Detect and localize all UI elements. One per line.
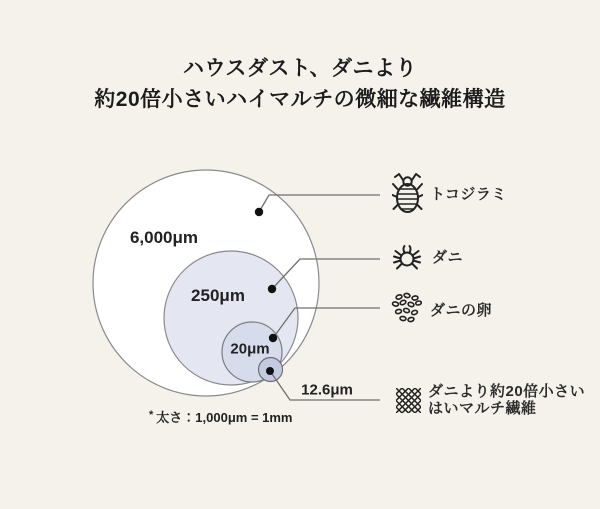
legend-label-fiber (428, 383, 585, 417)
mite-icon (393, 244, 421, 270)
legend-item-bedbug (392, 171, 507, 215)
marker-dot-mite (268, 285, 276, 293)
legend-label-mite-eggs: ダニの卵 (430, 301, 493, 319)
legend-label-bedbug: トコジラミ (430, 185, 507, 203)
circle-label-12-6um: 12.6μm (301, 381, 353, 399)
woven-fiber-icon (396, 388, 421, 413)
legend-item-fiber (396, 383, 585, 417)
legend-label-fiber-line1: ダニより約20倍小さい (428, 383, 586, 400)
marker-dot-fiber (266, 367, 274, 375)
circle-label-20um: 20μm (230, 340, 270, 358)
scale-note-text: 太さ：1,000μm = 1mm (156, 410, 293, 425)
circle-label-6000um: 6,000μm (129, 228, 199, 247)
title-line-2: 約20倍小さいハイマルチの微細な繊維構造 (94, 88, 506, 111)
legend-item-mite-eggs (391, 291, 492, 327)
scale-note (149, 407, 293, 426)
legend-label-mite: ダニ (432, 249, 464, 266)
circle-label-250um: 250μm (191, 286, 245, 305)
scale-note-asterisk: * (149, 409, 154, 421)
marker-dot-bedbug (255, 208, 263, 216)
legend-label-fiber-line2: はいマルチ繊維 (428, 400, 537, 417)
legend-item-mite (393, 243, 463, 270)
title-line-1: ハウスダスト、ダニより (183, 57, 417, 80)
mite-eggs-icon (391, 292, 422, 326)
bedbug-icon (392, 172, 423, 215)
marker-dot-mite-eggs (269, 334, 277, 342)
